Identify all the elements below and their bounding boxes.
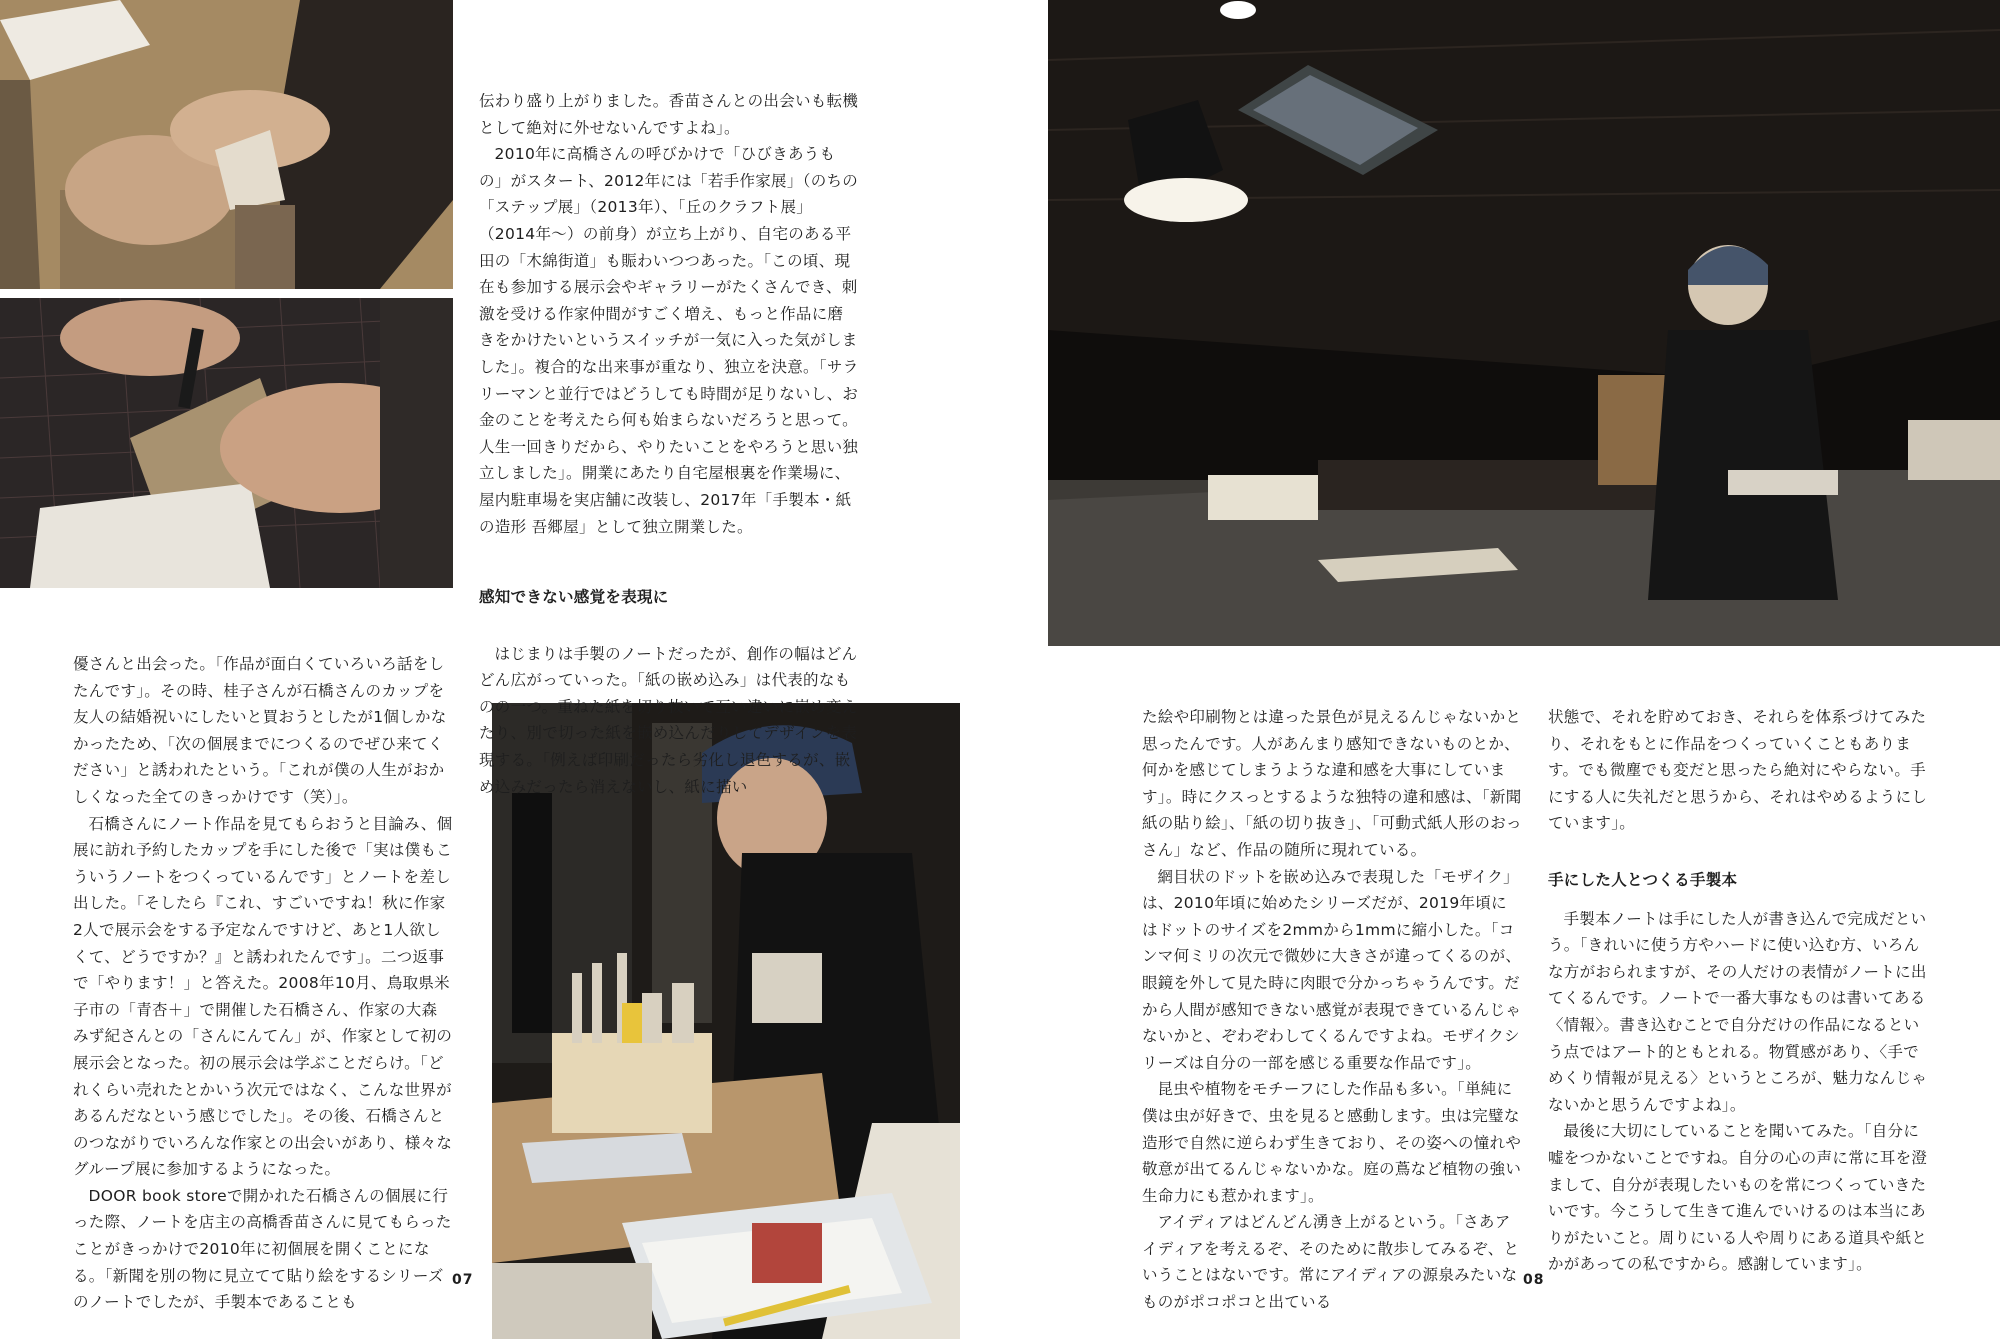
paragraph: 石橋さんにノート作品を見てもらおうと目論み、個展に訪れ予約したカップを手にした後で「実は僕もこういうノートをつくっているんです」とノートを差し出した。「そしたら『これ、すごいですね！秋に作家2人で展示会をする予定なんですけど、あと1人欲しくて、どうですか？』と誘われたんです」。二つ返事で「やります！」と答えた。2008年10月、鳥取県米子市の「青杏＋」で開催した石橋さん、作家の大森みず紀さんとの「さんにんてん」が、作家として初の展示会となった。初の展示会は学ぶことだらけ。「どれくらい売れたとかいう次元ではなく、こんな世界があるんだなという感じでした」。その後、石橋さんとのつながりでいろんな作家との出会いがあり、様々なグループ展に参加するようになった。 <box>73 814 453 1179</box>
paragraph: 網目状のドットを嵌め込みで表現した「モザイク」は、2010年頃に始めたシリーズだが、2019年頃にはドットのサイズを2mmから1mmに縮小した。「コンマ何ミリの次元で微妙に大きさが違ってくるのが、眼鏡を外して見た時に肉眼で分かっちゃうんです。だから人間が感知できない感覚が表現できているんじゃないかと、ぞわぞわしてくるんですよね。モザイクシリーズは自分の一部を感じる重要な作品です」。 <box>1142 867 1522 1072</box>
section-heading: 感知できない感覚を表現に <box>479 588 669 607</box>
page-number-right: 08 <box>1523 1272 1545 1288</box>
text-column-upper-middle <box>479 88 859 800</box>
text-column-right-2 <box>1548 704 1928 1278</box>
paragraph: 最後に大切にしていることを聞いてみた。「自分に嘘をつかないことですね。自分の心の声に常に耳を澄まして、自分が表現したいものを常につくっていきたいです。今こうして生きて進んでいけるのは本当にありがたいこと。周りにいる人や周りにある道具や紙とかがあっての私ですから。感謝しています」。 <box>1548 1122 1928 1274</box>
paragraph: はじまりは手製のノートだったが、創作の幅はどんどん広がっていった。「紙の嵌め込み」は代表的なものの一つ。重ねた紙を切り抜いて互い違いに嵌め変えたり、別で切った紙を嵌め込んだりしてデザインを表現する。「例えば印刷だったら劣化し退色するが、嵌め込みだったら消えないし、紙に描い <box>479 644 858 796</box>
paragraph: 優さんと出会った。「作品が面白くていろいろ話をしたんです」。その時、桂子さんが石橋さんのカップを友人の結婚祝いにしたいと買おうとしたが1個しかなかったため、「次の個展までにつくるのでぜひ来てください」と誘われたという。「これが僕の人生がおかしくなった全てのきっかけです（笑）」。 <box>73 655 447 806</box>
paragraph: 状態で、それを貯めておき、それらを体系づけてみたり、それをもとに作品をつくっていくこともあります。でも微塵でも変だと思ったら絶対にやらない。手にする人に失礼だと思うから、それはやめるようにしています」。 <box>1548 708 1928 833</box>
paragraph: 伝わり盛り上がりました。香苗さんとの出会いも転機として絶対に外せないんですよね」。 <box>479 92 859 137</box>
text-column-lower-left <box>73 651 453 1316</box>
paragraph: 昆虫や植物をモチーフにした作品も多い。「単純に僕は虫が好きで、虫を見ると感動します。虫は完璧な造形で自然に逆らわず生きており、その姿への憧れや敬意が出てるんじゃないかな。庭の蔦など植物の強い生命力にも惹かれます」。 <box>1142 1080 1522 1205</box>
text-column-right-1 <box>1142 704 1522 1316</box>
photo-hands-tool-on-mat <box>0 298 453 588</box>
paragraph: 手製本ノートは手にした人が書き込んで完成だという。「きれいに使う方やハードに使い込む方、いろんな方がおられますが、その人だけの表情がノートに出てくるんです。ノートで一番大事なものは書いてある〈情報〉。書き込むことで自分だけの作品になるという点ではアート的ともとれる。物質感があり、〈手でめくり情報が見える〉というところが、魅力なんじゃないかと思うんですよね」。 <box>1548 909 1928 1114</box>
photo-hands-folding-paper <box>0 0 453 289</box>
section-heading: 手にした人とつくる手製本 <box>1548 870 1738 889</box>
paragraph: DOOR book storeで開かれた石橋さんの個展に行った際、ノートを店主の高橋香苗さんに見てもらったことがきっかけで2010年に初個展を開くことになる。「新聞を別の物に見立てて貼り絵をするシリーズのノートでしたが、手製本であることも <box>73 1186 452 1312</box>
page-number-left: 07 <box>452 1272 474 1288</box>
photo-attic-workshop <box>1048 0 2000 646</box>
paragraph: た絵や印刷物とは違った景色が見えるんじゃないかと思ったんです。人があんまり感知できないものとか、何かを感じてしまうような違和感を大事にしています」。時にクスっとするような独特の違和感は、「新聞紙の貼り絵」、「紙の切り抜き」、「可動式紙人形のおっさん」など、作品の随所に現れている。 <box>1142 708 1522 859</box>
paragraph: アイディアはどんどん湧き上がるという。「さあアイディアを考えるぞ、そのために散歩してみるぞ、ということはないです。常にアイディアの源泉みたいなものがポコポコと出ている <box>1142 1213 1520 1312</box>
paragraph: 2010年に高橋さんの呼びかけで「ひびきあうもの」がスタート、2012年には「若手作家展」（のちの「ステップ展」（2013年）、「丘のクラフト展」（2014年〜）の前身）が立ち上がり、自宅のある平田の「木綿街道」も賑わいつつあった。「この頃、現在も参加する展示会やギャラリーがたくさんでき、刺激を受ける作家仲間がすごく増え、もっと作品に磨きをかけたいというスイッチが一気に入った気がしました」。複合的な出来事が重なり、独立を決意。「サラリーマンと並行ではどうしても時間が足りないし、お金のことを考えたら何も始まらないだろうと思って。人生一回きりだから、やりたいことをやろうと思い独立しました」。開業にあたり自宅屋根裏を作業場に、屋内駐車場を実店舗に改装し、2017年「手製本・紙の造形 吾郷屋」として独立開業した。 <box>479 145 859 536</box>
